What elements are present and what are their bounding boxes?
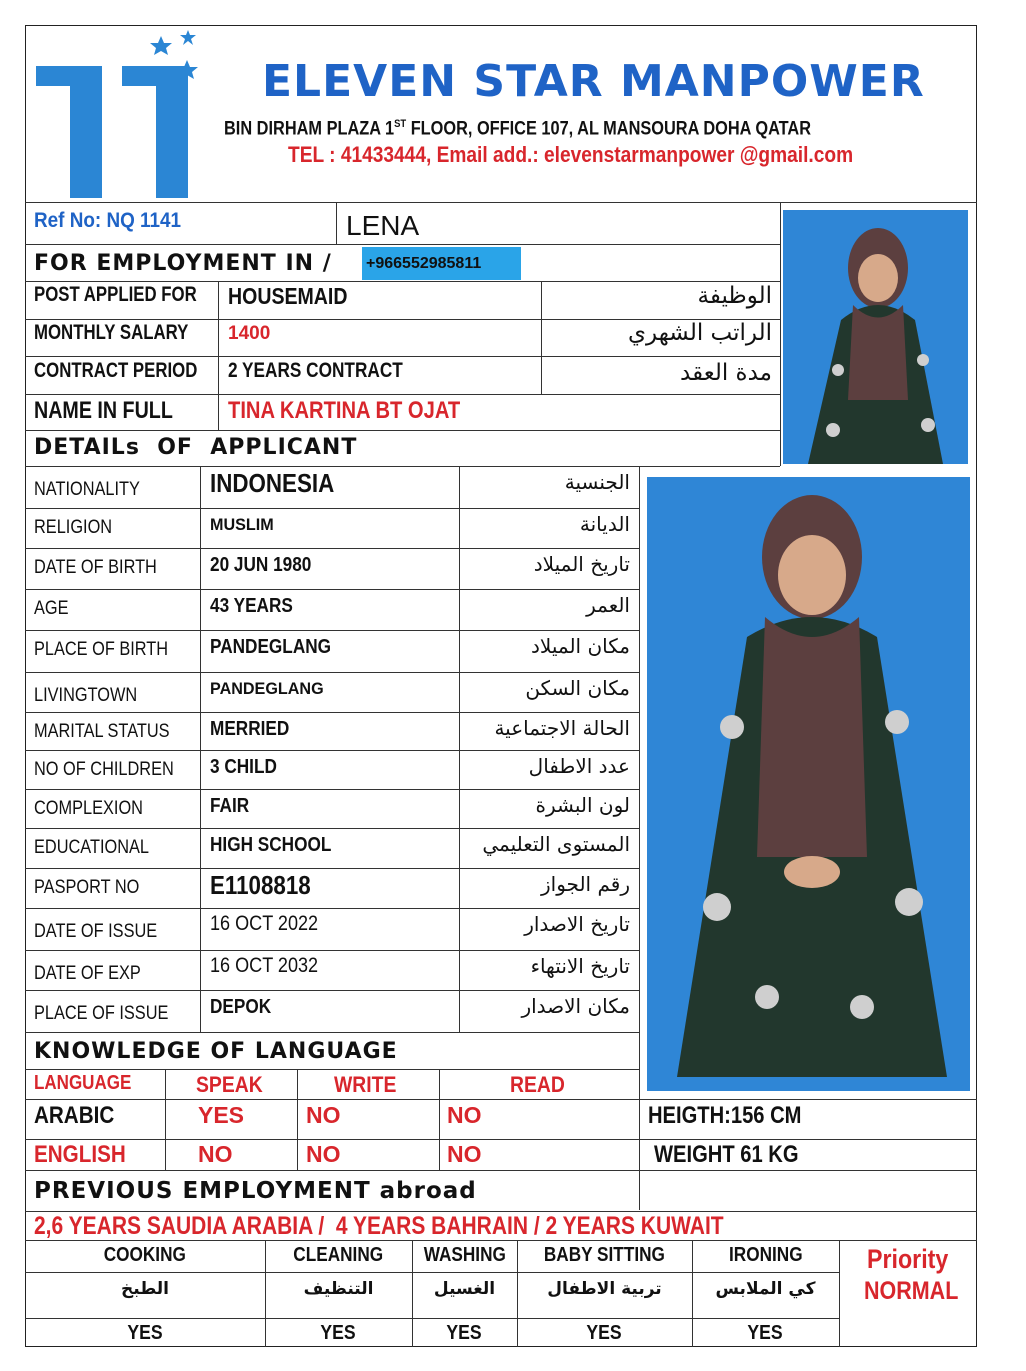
detail-value-text: DEPOK [210,996,272,1018]
write-col-text: WRITE [334,1072,397,1097]
salary-value: 1400 [228,323,271,344]
divider [200,466,201,1032]
skill-value [25,1323,265,1343]
divider [165,1069,166,1170]
skill-name-text: CLEANING [293,1244,384,1266]
language-arabic [34,1104,127,1128]
detail-value-text: 3 CHILD [210,756,277,778]
skill-name-arabic: الغسيل [433,1279,496,1299]
divider [25,244,780,245]
detail-value-text: 43 YEARS [210,595,293,617]
detail-value [210,796,256,816]
english-read: NO [447,1141,482,1167]
skill-name-text: COOKING [103,1244,187,1266]
skill-name [692,1245,839,1265]
person-full-photo-icon [647,477,970,1091]
priority-label-text: Priority [867,1244,949,1274]
divider [25,1099,977,1100]
contact-text: TEL : 41433444, Email add.: elevenstarmanpower @gmail.com [288,142,854,167]
detail-label-arabic: مكان الميلاد [531,634,630,658]
divider [25,548,639,549]
divider [839,1240,840,1347]
detail-label-arabic: رقم الجواز [541,872,630,896]
detail-value [210,872,327,898]
detail-value [210,637,351,657]
height-text: HEIGTH:156 CM [648,1102,802,1129]
detail-value [210,516,277,533]
detail-label [34,686,154,705]
detail-label-text: DATE OF BIRTH [34,557,157,578]
detail-label-arabic: العمر [586,593,630,617]
detail-label-text: PASPORT NO [34,877,140,898]
priority-value-text: NORMAL [864,1277,959,1305]
full-name-label-text: NAME IN FULL [34,397,173,424]
address-part: BIN DIRHAM PLAZA 1 [224,118,395,140]
detail-label-text: LIVINGTOWN [34,685,138,706]
skill-value [265,1323,412,1343]
language-heading: KNOWLEDGE OF LANGUAGE [34,1039,398,1064]
detail-label [34,640,190,659]
address-superscript: ST [394,118,407,130]
divider [25,202,977,203]
post-label-text: POST APPLIED FOR [34,283,197,306]
language-col-header [34,1073,148,1093]
detail-value [210,680,330,697]
priority-label [867,1246,962,1273]
detail-label-arabic: تاريخ الاصدار [524,912,630,936]
skill-value [692,1323,839,1343]
detail-label [34,722,192,741]
salary-label [34,322,227,343]
detail-label [34,760,197,779]
arabic-speak: YES [198,1102,245,1128]
detail-label-arabic: المستوى التعليمي [482,832,630,856]
detail-value [210,955,336,976]
divider [297,1069,298,1170]
details-heading: DETAILs OF APPLICANT [34,435,358,460]
company-contact [288,144,938,166]
detail-value [210,719,302,739]
english-speak: NO [198,1141,233,1167]
detail-value [210,757,288,777]
detail-label-arabic: تاريخ الانتهاء [530,954,630,978]
applicant-photo-large [647,477,970,1091]
skill-name-arabic: كي الملابس [715,1279,816,1299]
previous-employment-text: 2,6 YEARS SAUDIA ARABIA / 4 YEARS BAHRAIN / 2 YEARS KUWAIT [34,1212,724,1240]
detail-value-text: INDONESIA [210,468,335,498]
read-col-text: READ [510,1072,565,1097]
detail-label-text: DATE OF ISSUE [34,921,158,942]
detail-label-text: AGE [34,598,69,619]
detail-label-text: NATIONALITY [34,479,140,500]
priority-value [864,1279,974,1304]
contract-label-arabic: مدة العقد [680,360,772,386]
divider [25,394,780,395]
detail-label-arabic: تاريخ الميلاد [533,552,630,576]
divider [25,828,639,829]
height-value [648,1104,831,1128]
post-value-text: HOUSEMAID [228,283,348,309]
divider [25,356,780,357]
post-value [228,285,369,308]
divider [25,789,639,790]
full-name-label [34,399,203,423]
ref-number [34,210,197,231]
detail-label-text: PLACE OF BIRTH [34,639,169,660]
post-label [34,284,237,305]
divider [25,430,780,431]
detail-label [34,922,177,941]
language-english [34,1143,141,1167]
full-name-value-text: TINA KARTINA BT OJAT [228,397,461,424]
weight-text: WEIGHT 61 KG [654,1141,799,1168]
divider [25,630,639,631]
detail-label-arabic: الديانة [579,512,630,536]
detail-label-text: EDUCATIONAL [34,837,150,858]
detail-label-arabic: الجنسية [564,470,630,494]
divider [25,466,780,467]
contract-label-text: CONTRACT PERIOD [34,359,198,382]
previous-employment-value [34,1214,855,1239]
detail-label [34,838,168,857]
applicant-code-name: LENA [346,210,420,241]
skill-value-text: YES [446,1322,483,1344]
detail-value-text: MUSLIM [210,515,274,534]
divider [25,950,639,951]
salary-label-text: MONTHLY SALARY [34,321,189,344]
divider [25,750,639,751]
full-name-value [228,399,504,423]
company-address [224,119,907,138]
divider [25,1032,639,1033]
skill-name-text: BABY SITTING [543,1244,666,1266]
detail-label [34,799,161,818]
address-part: FLOOR, OFFICE 107, AL MANSOURA DOHA QATAR [406,118,812,140]
detail-label-text: PLACE OF ISSUE [34,1003,169,1024]
arabic-read: NO [447,1102,482,1128]
detail-label [34,518,125,537]
arabic-write: NO [306,1102,341,1128]
detail-label [34,964,158,983]
read-col-header [510,1074,572,1096]
detail-label-arabic: مكان الاصدار [521,994,630,1018]
detail-label-text: COMPLEXION [34,798,143,819]
skill-value [517,1323,692,1343]
detail-label [34,558,177,577]
divider [25,990,639,991]
detail-label-text: RELIGION [34,517,113,538]
detail-label-arabic: مكان السكن [525,676,630,700]
company-logo [30,28,205,200]
detail-value-text: PANDEGLANG [210,636,332,658]
skill-value-text: YES [127,1322,163,1344]
skill-value-text: YES [586,1322,623,1344]
detail-label [34,878,156,897]
language-arabic-text: ARABIC [34,1102,115,1129]
divider [25,868,639,869]
detail-label [34,599,74,618]
detail-value-text: PANDEGLANG [210,679,324,698]
detail-value [210,913,336,934]
logo-graphic [30,28,205,200]
language-col-text: LANGUAGE [34,1072,132,1094]
weight-value [654,1143,826,1167]
skill-value-text: YES [747,1322,784,1344]
employment-phone: +966552985811 [366,255,482,272]
detail-value-text: 16 OCT 2032 [210,954,319,977]
employment-label: FOR EMPLOYMENT IN / [34,251,332,276]
company-name: ELEVEN STAR MANPOWER [262,56,925,107]
skill-name [412,1245,517,1265]
language-english-text: ENGLISH [34,1141,126,1168]
divider [25,1318,839,1319]
detail-value-text: 20 JUN 1980 [210,554,312,576]
post-label-arabic: الوظيفة [697,283,772,309]
detail-value-text: FAIR [210,795,250,817]
ref-number-text: Ref No: NQ 1141 [34,209,182,232]
divider [25,281,780,282]
divider [25,589,639,590]
english-write: NO [306,1141,341,1167]
detail-value [210,596,306,616]
divider [25,1240,977,1241]
divider [541,281,542,394]
detail-value [210,555,328,575]
detail-label-arabic: لون البشرة [535,793,630,817]
skill-name-text: WASHING [423,1244,506,1266]
detail-value [210,835,351,855]
detail-label-text: MARITAL STATUS [34,721,170,742]
contract-value [228,360,441,381]
salary-label-arabic: الراتب الشهري [628,320,772,346]
detail-value [210,997,281,1017]
applicant-photo-small [783,210,968,464]
divider [439,1069,440,1170]
skill-name-arabic: التنظيف [303,1279,374,1299]
write-col-header [334,1074,405,1096]
skill-name [265,1245,412,1265]
divider [336,202,337,244]
divider [25,908,639,909]
detail-label-text: DATE OF EXP [34,963,141,984]
contract-label [34,360,238,381]
divider [25,1272,839,1273]
detail-value-text: HIGH SCHOOL [210,834,332,856]
detail-value-text: 16 OCT 2022 [210,912,319,935]
detail-label-text: NO OF CHILDREN [34,759,174,780]
divider [25,672,639,673]
skill-name [517,1245,692,1265]
skill-value-text: YES [320,1322,357,1344]
detail-label-arabic: الحالة الاجتماعية [494,716,630,740]
divider [780,202,781,466]
skill-name-arabic: الطبخ [121,1279,169,1299]
detail-value-text: E1108818 [210,870,311,900]
skill-value [412,1323,517,1343]
detail-label-arabic: عدد الاطفال [528,754,630,778]
divider [25,1170,977,1171]
divider [25,1139,977,1140]
divider [25,1069,639,1070]
skill-name-arabic: تربية الاطفال [547,1279,662,1299]
detail-label [34,480,157,499]
divider [25,712,639,713]
speak-col-header [196,1074,272,1096]
detail-value-text: MERRIED [210,718,290,740]
speak-col-text: SPEAK [196,1072,263,1097]
contract-value-text: 2 YEARS CONTRACT [228,359,403,382]
detail-label [34,1004,190,1023]
previous-employment-heading: PREVIOUS EMPLOYMENT abroad [34,1178,477,1204]
person-portrait-icon [783,210,968,464]
detail-value [210,470,354,496]
divider [25,508,639,509]
skill-name [25,1245,265,1265]
skill-name-text: IRONING [728,1244,803,1266]
divider [459,466,460,1032]
